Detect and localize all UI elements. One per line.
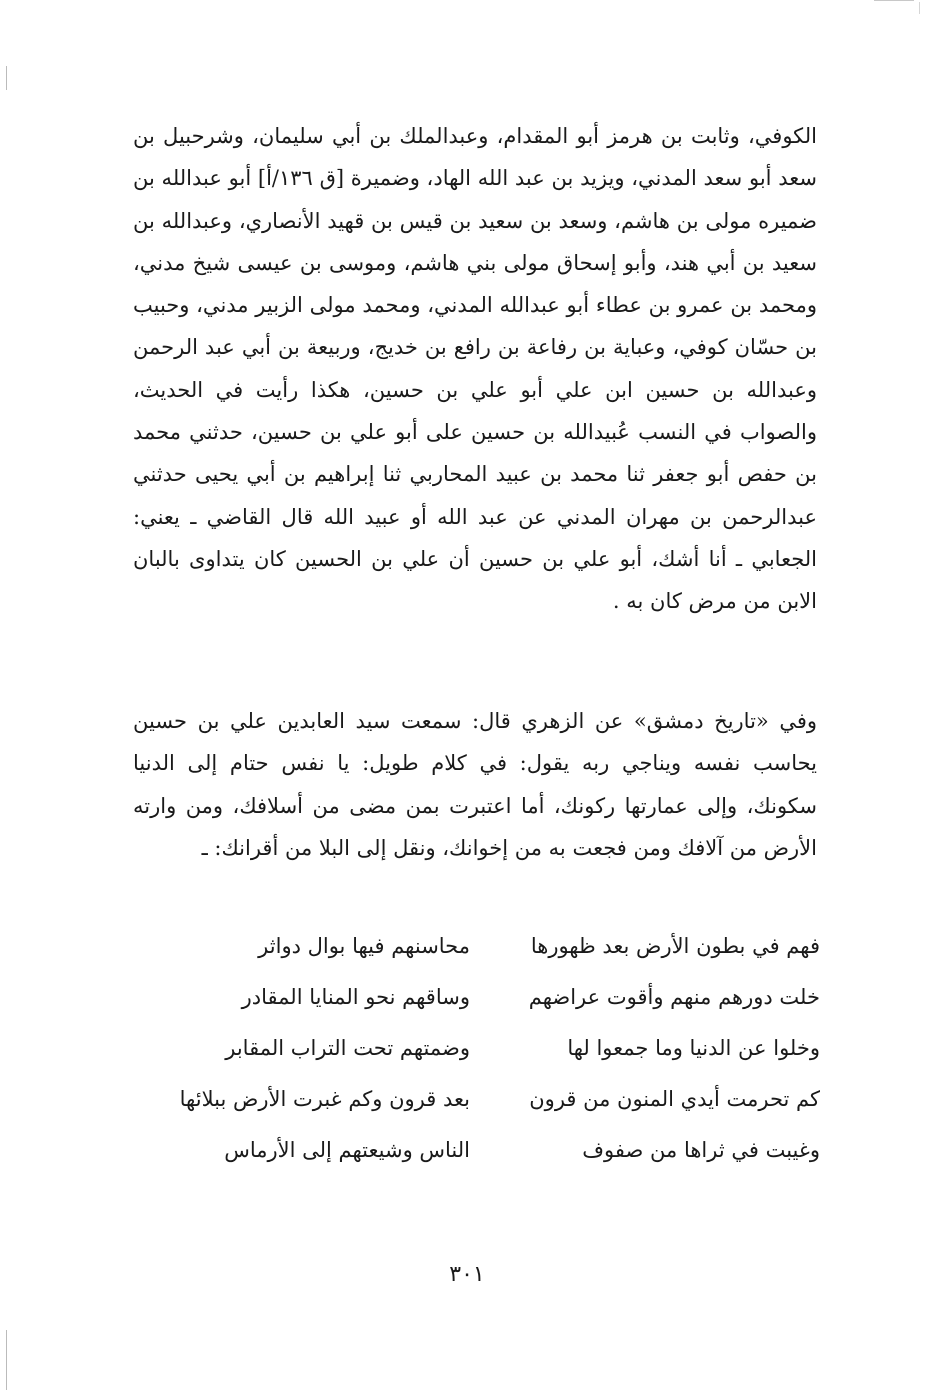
poem-first-hemistich: خلت دورهم منهم وأقوت عراضهم xyxy=(528,984,820,1009)
poem-second-hemistich: محاسنهم فيها بوال دواثر xyxy=(258,933,470,958)
poem-verse xyxy=(140,920,820,971)
poem xyxy=(140,920,820,1175)
poem-verse xyxy=(140,1124,820,1175)
poem-verse xyxy=(140,1073,820,1124)
poem-second-hemistich: وساقهم نحو المنايا المقادر xyxy=(241,984,470,1009)
page-number: ٣٠١ xyxy=(449,1262,485,1287)
scan-edge-right xyxy=(919,2,920,14)
poem-first-hemistich: فهم في بطون الأرض بعد ظهورها xyxy=(530,933,820,958)
poem-verse xyxy=(140,971,820,1022)
scan-edge-top xyxy=(874,0,914,1)
scan-edge-left-bottom xyxy=(6,1330,7,1390)
poem-first-hemistich: وغيبت في ثراها من صفوف xyxy=(582,1137,820,1162)
poem-verse xyxy=(140,1022,820,1073)
poem-second-hemistich: وضمتهم تحت التراب المقابر xyxy=(225,1035,470,1060)
poem-second-hemistich: الناس وشيعتهم إلى الأرماس xyxy=(224,1137,470,1162)
paragraph-biography: الكوفي، وثابت بن هرمز أبو المقدام، وعبدالملك بن أبي سليمان، وشرحبيل بن سعد أبو سعد المدني، ويزيد بن عبد الله الهاد، وضميرة [ق ١٣٦/أ] أبو عبدالله بن ضميره مولى بن هاشم، وسعد بن سعيد بن قيس بن قهيد الأنصاري، وعبدالله بن سعيد بن أبي هند، وأبو إسحاق مولى بني هاشم، وموسى بن عيسى شيخ مدني، ومحمد بن عمرو بن عطاء أبو عبدالله المدني، ومحمد مولى الزبير مدني، وحبيب بن حسّان كوفي، وعباية بن رفاعة بن رافع بن خديج، وربيعة بن أبي عبد الرحمن وعبدالله بن حسين ابن علي أبو علي بن حسين، هكذا رأيت في الحديث، والصواب في النسب عُبيدالله بن حسين على أبو علي بن حسين، حدثني محمد بن حفص أبو جعفر ثنا محمد بن عبيد المحاربي ثنا إبراهيم بن أبي يحيى حدثني عبدالرحمن بن مهران المدني عن عبد الله أو عبيد الله قال القاضي ـ يعني: الجعابي ـ أنا أشك، أبو علي بن حسين أن علي بن الحسين كان يتداوى بالبان الابن من مرض كان به . xyxy=(133,124,817,614)
poem-first-hemistich: كم تحرمت أيدي المنون من قرون xyxy=(529,1086,820,1111)
poem-first-hemistich: وخلوا عن الدنيا وما جمعوا لها xyxy=(567,1035,820,1060)
poem-second-hemistich: بعد قرون وكم غبرت الأرض ببلائها xyxy=(179,1086,470,1111)
paragraph-tarikh-dimashq: وفي «تاريخ دمشق» عن الزهري قال: سمعت سيد العابدين علي بن حسين يحاسب نفسه ويناجي ربه يقول: في كلام طويل: يا نفس حتام إلى الدنيا سكونك، وإلى عمارتها ركونك، أما اعتبرت بمن مضى من أسلافك، ومن وارته الأرض من آلافك ومن فجعت به من إخوانك، ونقل إلى البلا من أقرانك: ـ xyxy=(133,709,817,860)
scan-edge-left xyxy=(6,66,7,90)
